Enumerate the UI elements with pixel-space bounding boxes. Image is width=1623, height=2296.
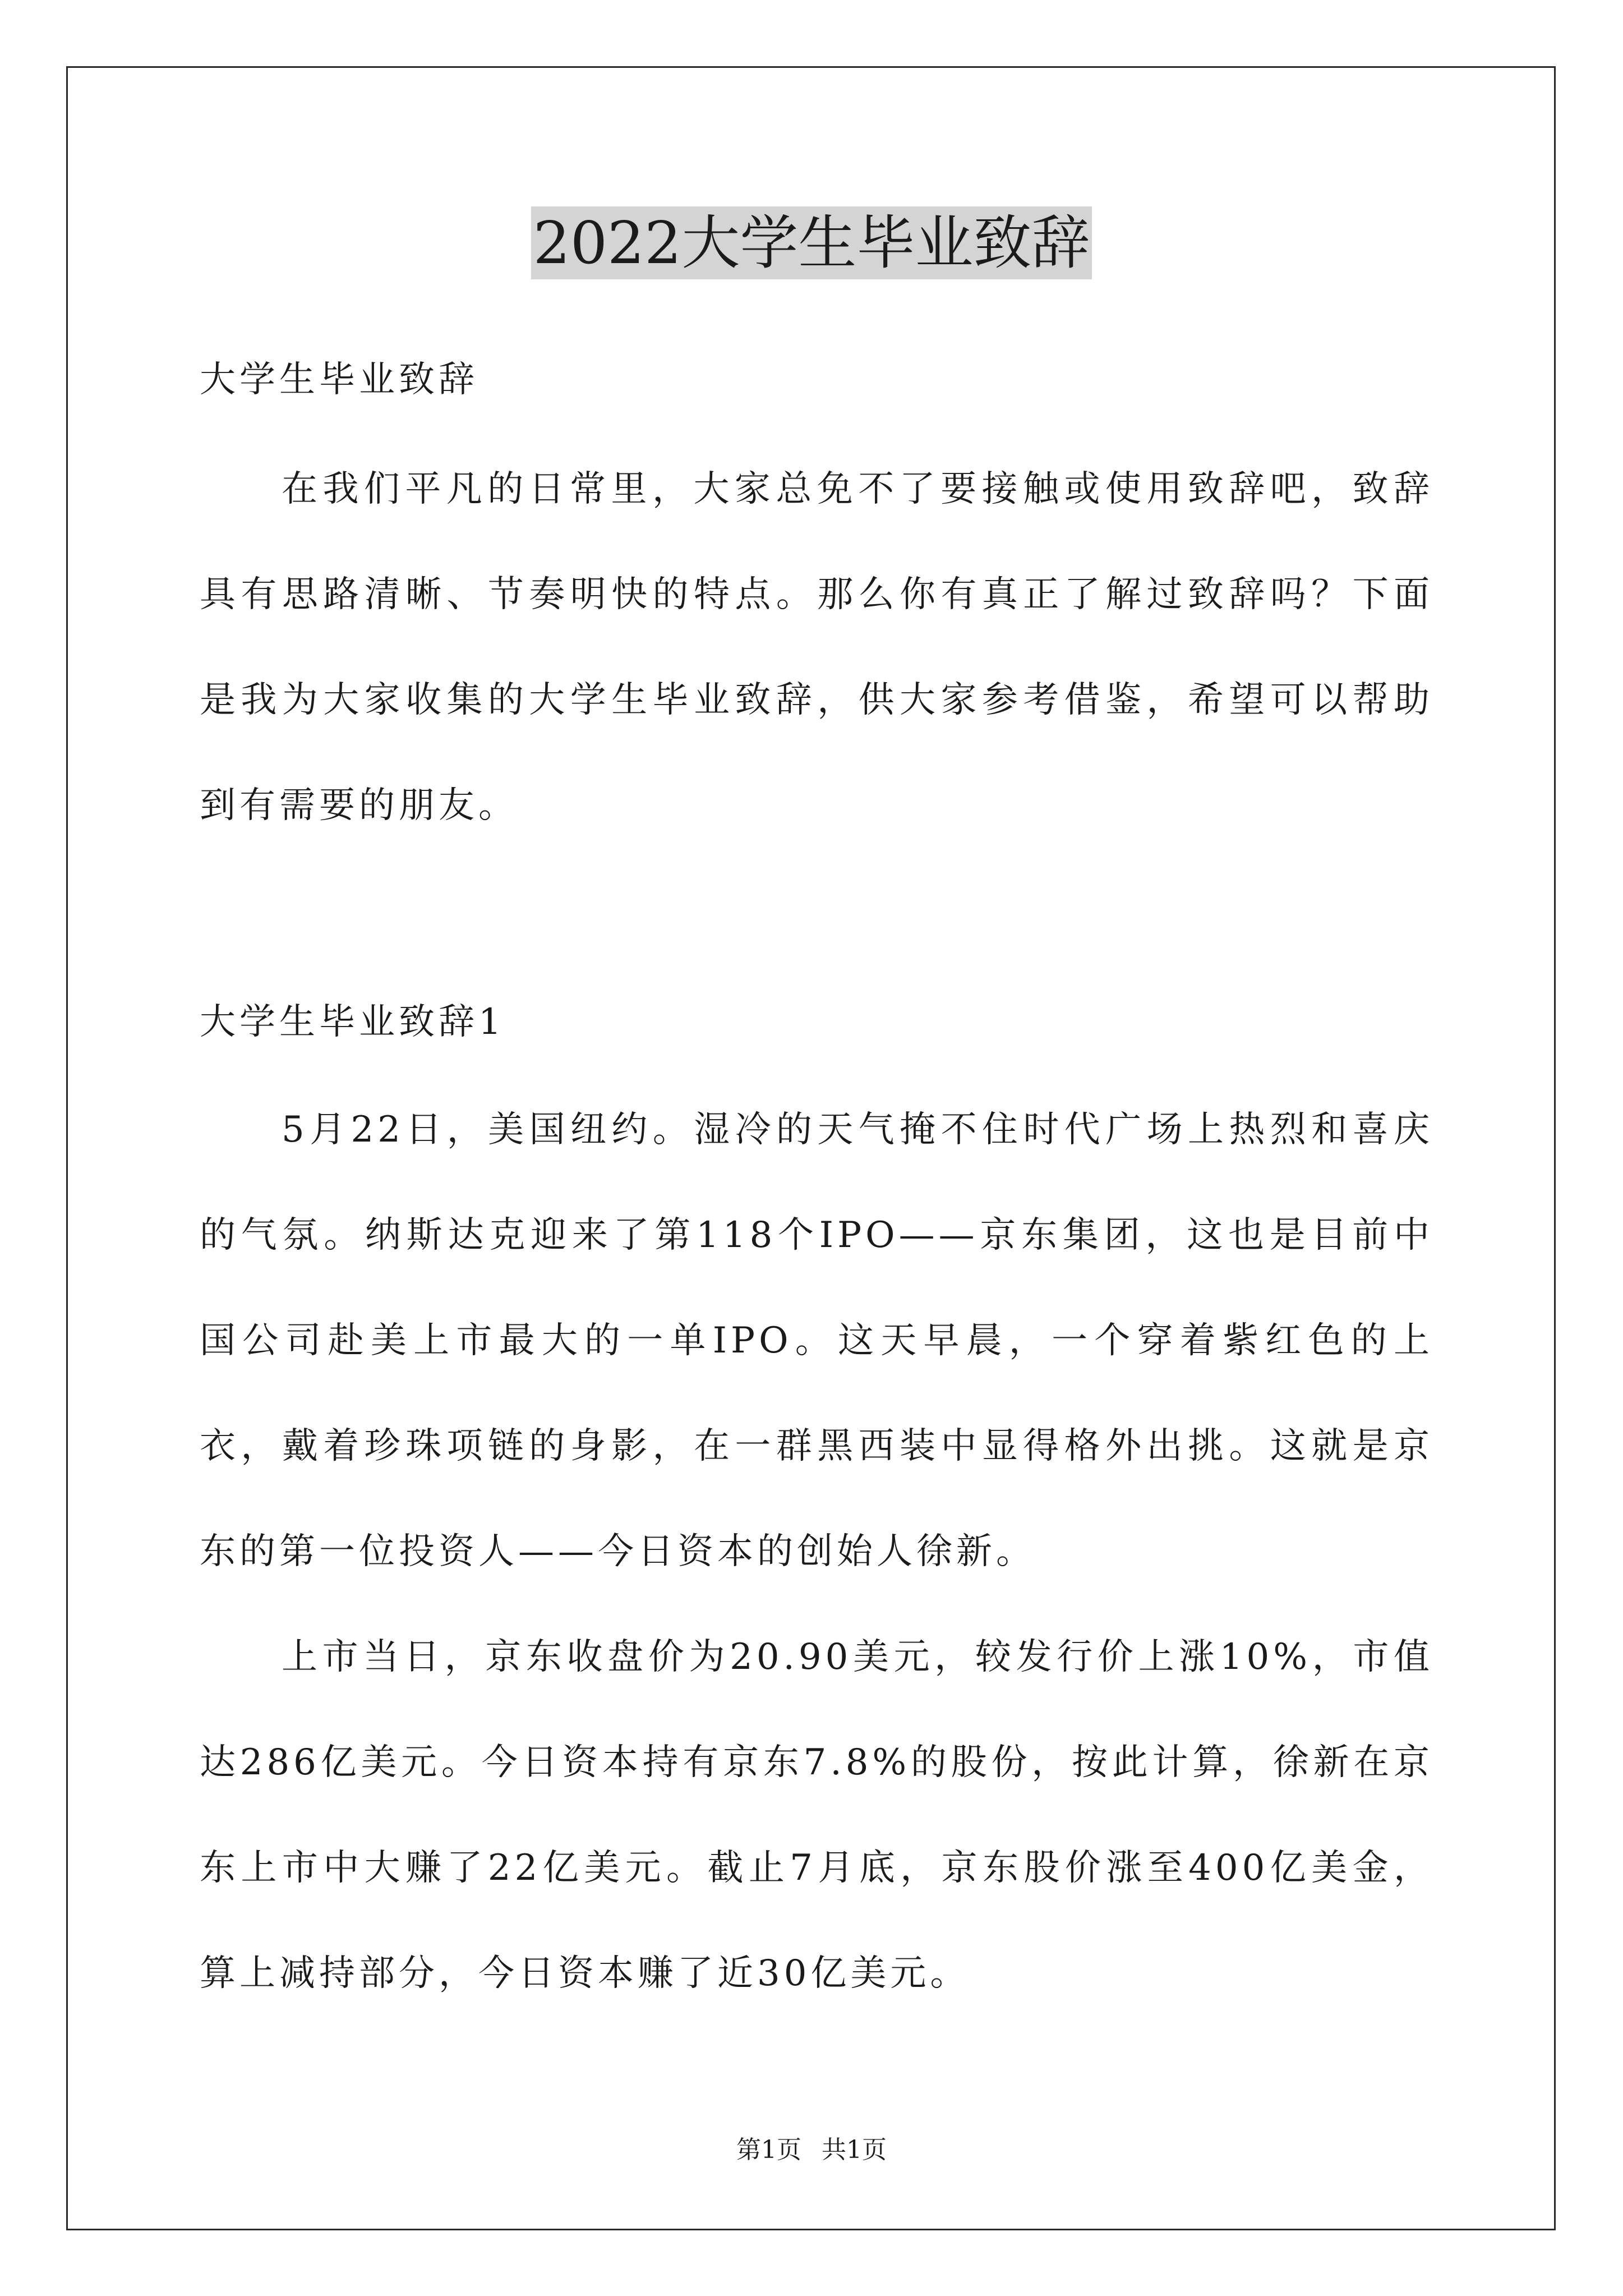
subtitle: 大学生毕业致辞 (200, 359, 478, 401)
section1-block (200, 1077, 1433, 2026)
section1-heading: 大学生毕业致辞1 (200, 1001, 505, 1043)
intro-paragraph: 在我们平凡的日常里，大家总免不了要接触或使用致辞吧，致辞具有思路清晰、节奏明快的特点。那么你有真正了解过致辞吗？下面是我为大家收集的大学生毕业致辞，供大家参考借鉴，希望可以帮助到有需要的朋友。 (200, 468, 1433, 826)
page-current: 第1页 (736, 2136, 801, 2164)
page-total: 共1页 (822, 2136, 887, 2164)
intro-block (200, 436, 1433, 858)
page-footer (0, 2133, 1623, 2167)
document-title: 2022大学生毕业致辞 (531, 206, 1092, 279)
section1-paragraph-2: 上市当日，京东收盘价为20.90美元，较发行价上涨10%，市值达286亿美元。今日资本持有京东7.8%的股份，按此计算，徐新在京东上市中大赚了22亿美元。截止7月底，京东股价涨至400亿美金，算上减持部分，今日资本赚了近30亿美元。 (200, 1636, 1433, 1994)
section1-paragraph-1: 5月22日，美国纽约。湿冷的天气掩不住时代广场上热烈和喜庆的气氛。纳斯达克迎来了第118个IPO——京东集团，这也是目前中国公司赴美上市最大的一单IPO。这天早晨，一个穿着紫红色的上衣，戴着珍珠项链的身影，在一群黑西装中显得格外出挑。这就是京东的第一位投资人——今日资本的创始人徐新。 (200, 1109, 1433, 1572)
title-container (0, 206, 1623, 279)
